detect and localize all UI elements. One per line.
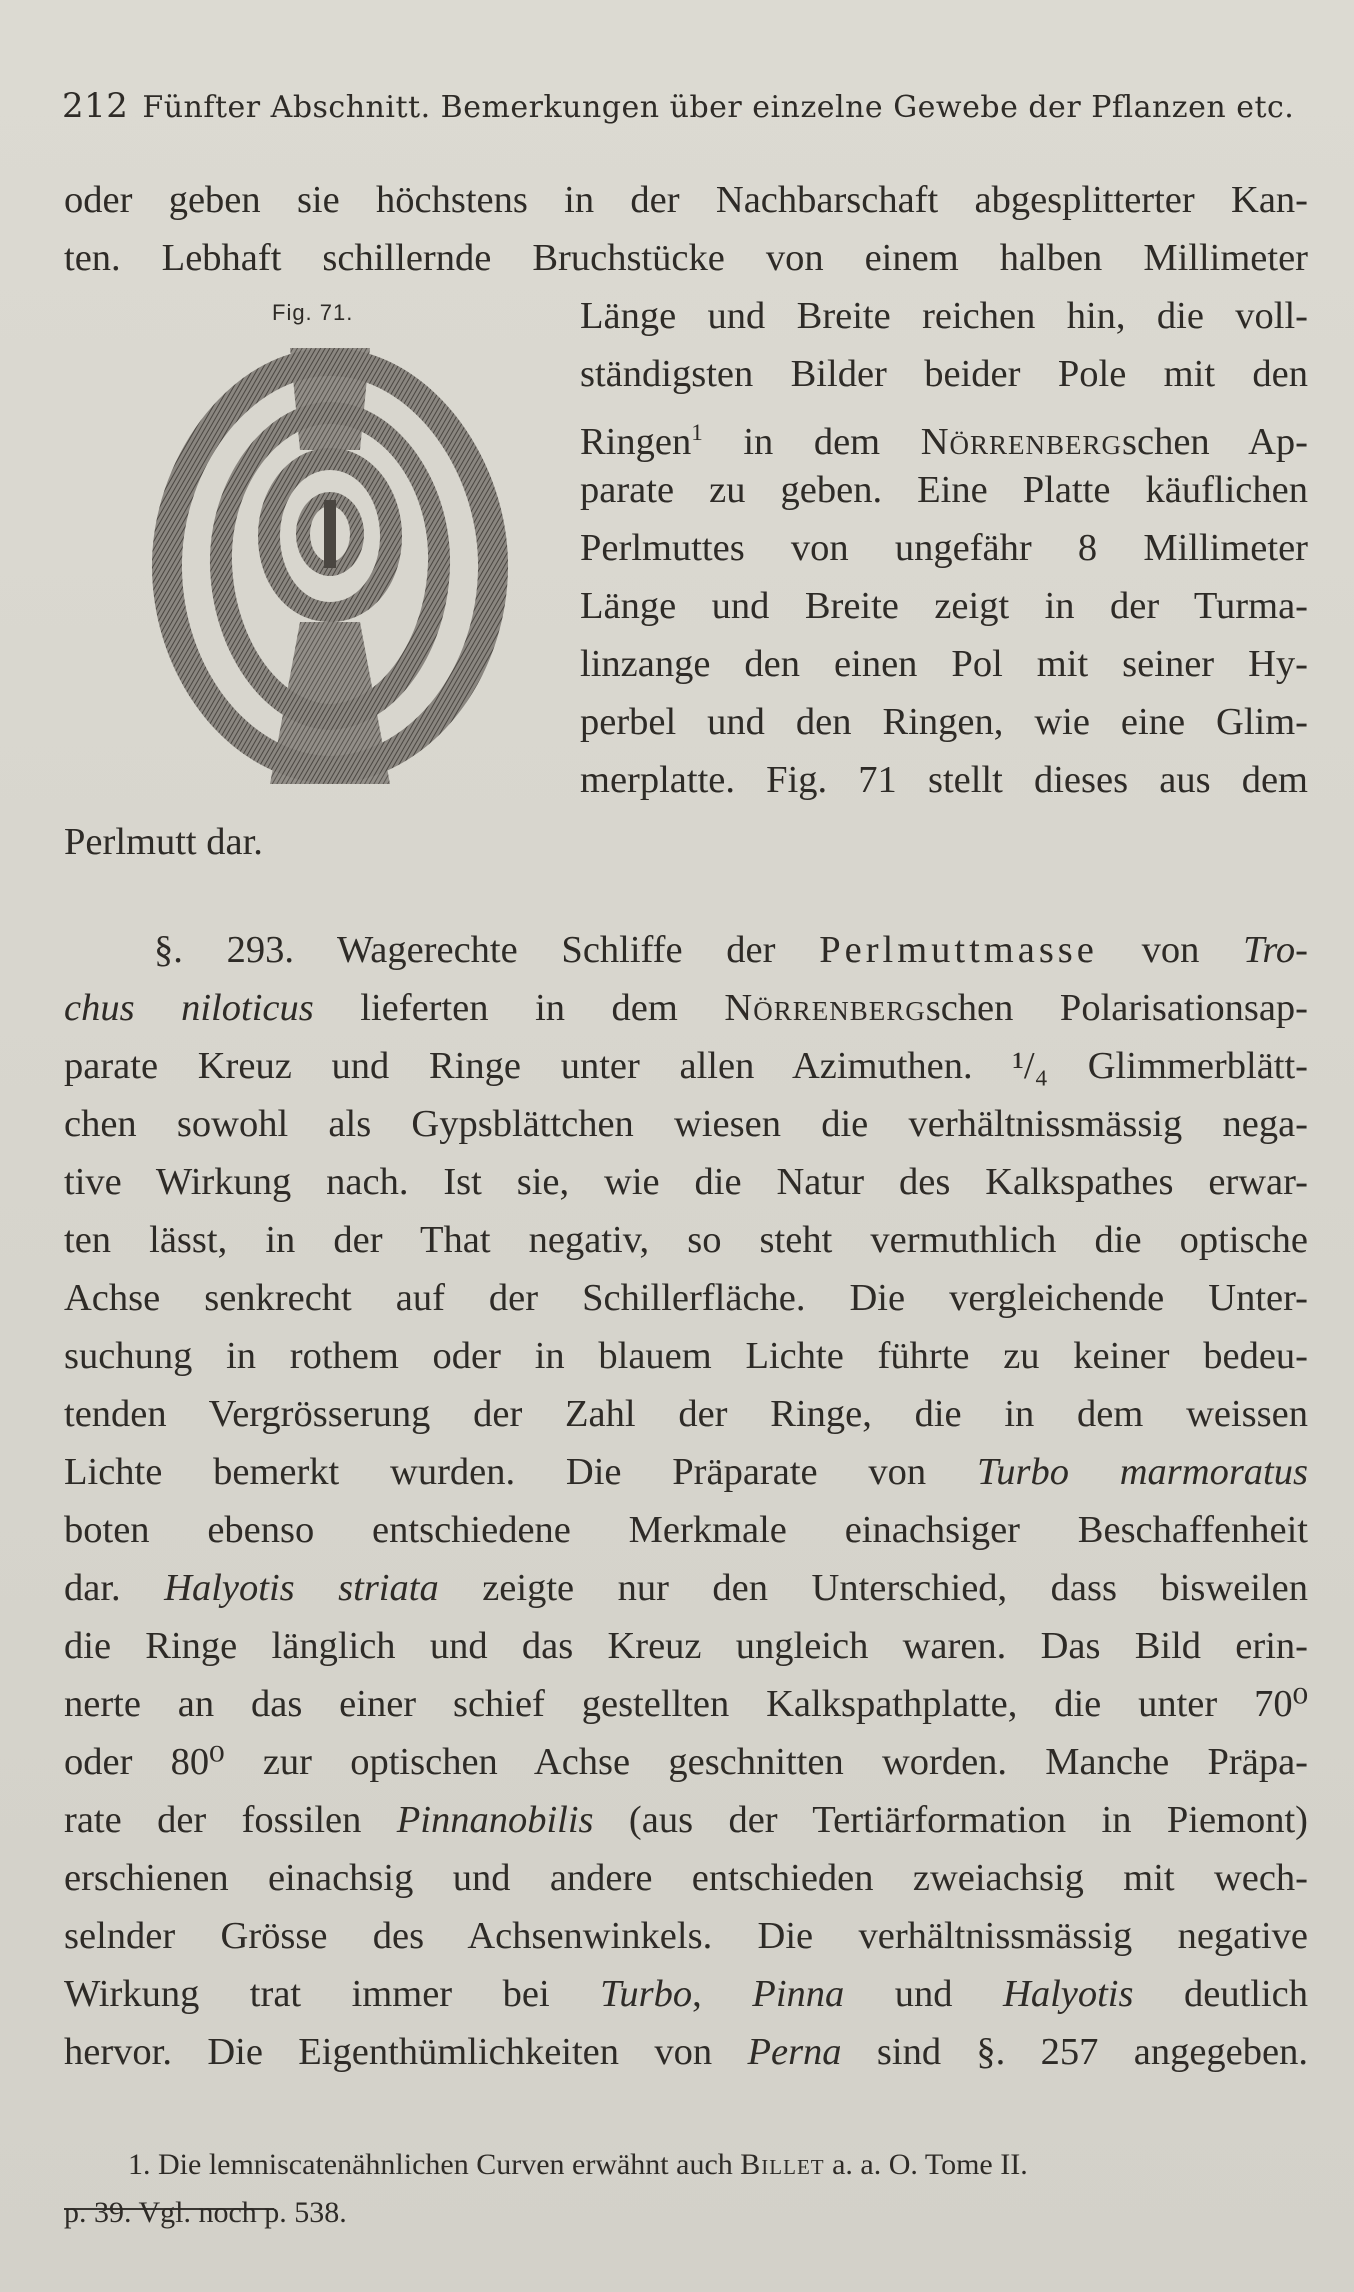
text-line: boten ebenso entschiedene Merkmale einachsiger Beschaffenheit xyxy=(64,1509,1308,1551)
text-line: chus niloticus lieferten in dem Nörrenbergschen Polarisationsap- xyxy=(64,987,1308,1029)
text-line: Lichte bemerkt wurden. Die Präparate von Turbo marmoratus xyxy=(64,1451,1308,1493)
text-line: suchung in rothem oder in blauem Lichte führte zu keiner bedeu- xyxy=(64,1335,1308,1377)
running-title: Fünfter Abschnitt. Bemerkungen über einzelne Gewebe der Pflanzen etc. xyxy=(142,90,1295,125)
text-line: §. 293. Wagerechte Schliffe der Perlmuttmasse von Tro- xyxy=(154,929,1308,971)
text-line: ten. Lebhaft schillernde Bruchstücke von einem halben Millimeter xyxy=(64,237,1308,279)
text-line: Achse senkrecht auf der Schillerfläche. Die vergleichende Unter- xyxy=(64,1277,1308,1319)
page-number: 212 xyxy=(62,86,129,126)
text-line: ten lässt, in der That negativ, so steht vermuthlich die optische xyxy=(64,1219,1308,1261)
text-line: hervor. Die Eigenthümlichkeiten von Perna sind §. 257 angegeben. xyxy=(64,2031,1308,2073)
figure-71-nacre-rings xyxy=(140,340,520,790)
text-line: erschienen einachsig und andere entschieden zweiachsig mit wech- xyxy=(64,1857,1308,1899)
running-header xyxy=(62,86,1312,126)
text-line: selnder Grösse des Achsenwinkels. Die verhältnissmässig negative xyxy=(64,1915,1308,1957)
text-line: perbel und den Ringen, wie eine Glim- xyxy=(580,701,1308,743)
text-line: oder geben sie höchstens in der Nachbarschaft abgesplitterter Kan- xyxy=(64,179,1308,221)
text-line: die Ringe länglich und das Kreuz ungleich waren. Das Bild erin- xyxy=(64,1625,1308,1667)
text-line: tive Wirkung nach. Ist sie, wie die Natur des Kalkspathes erwar- xyxy=(64,1161,1308,1203)
text-line: parate Kreuz und Ringe unter allen Azimuthen. ¹/₄ Glimmerblätt- xyxy=(64,1045,1308,1087)
text-line: dar. Halyotis striata zeigte nur den Unterschied, dass bisweilen xyxy=(64,1567,1309,1609)
text-line: merplatte. Fig. 71 stellt dieses aus dem xyxy=(580,759,1308,801)
text-line: Wirkung trat immer bei Turbo, Pinna und Halyotis deutlich xyxy=(64,1973,1308,2015)
figure-label: Fig. 71. xyxy=(272,300,354,325)
footnote-marker[interactable]: 1 xyxy=(691,419,703,445)
text-line: Perlmuttes von ungefähr 8 Millimeter xyxy=(580,527,1308,569)
text-line: Perlmutt dar. xyxy=(64,821,263,863)
text-line: Ringen$^1$ in dem Nörrenbergschen Ap- xyxy=(580,419,1308,463)
text-line: Länge und Breite reichen hin, die voll- xyxy=(580,295,1308,337)
text-line: ständigsten Bilder beider Pole mit den xyxy=(580,353,1308,395)
text-line: tenden Vergrösserung der Zahl der Ringe, die in dem weissen xyxy=(64,1393,1308,1435)
text-line: nerte an das einer schief gestellten Kalkspathplatte, die unter 70⁰ xyxy=(64,1683,1308,1725)
footnote-line: 1. Die lemniscatenähnlichen Curven erwähnt auch Billet a. a. O. Tome II. xyxy=(128,2148,1028,2181)
text-line: linzange den einen Pol mit seiner Hy- xyxy=(580,643,1308,685)
text-line: rate der fossilen Pinnanobilis (aus der Tertiärformation in Piemont) xyxy=(64,1799,1308,1841)
text-line: parate zu geben. Eine Platte käuflichen xyxy=(580,469,1308,511)
text-line: chen sowohl als Gypsblättchen wiesen die verhältnissmässig nega- xyxy=(64,1103,1308,1145)
text-line: Länge und Breite zeigt in der Turma- xyxy=(580,585,1308,627)
text-line: oder 80⁰ zur optischen Achse geschnitten worden. Manche Präpa- xyxy=(64,1741,1308,1783)
footnote-line: p. 39. Vgl. noch p. 538. xyxy=(64,2196,347,2229)
